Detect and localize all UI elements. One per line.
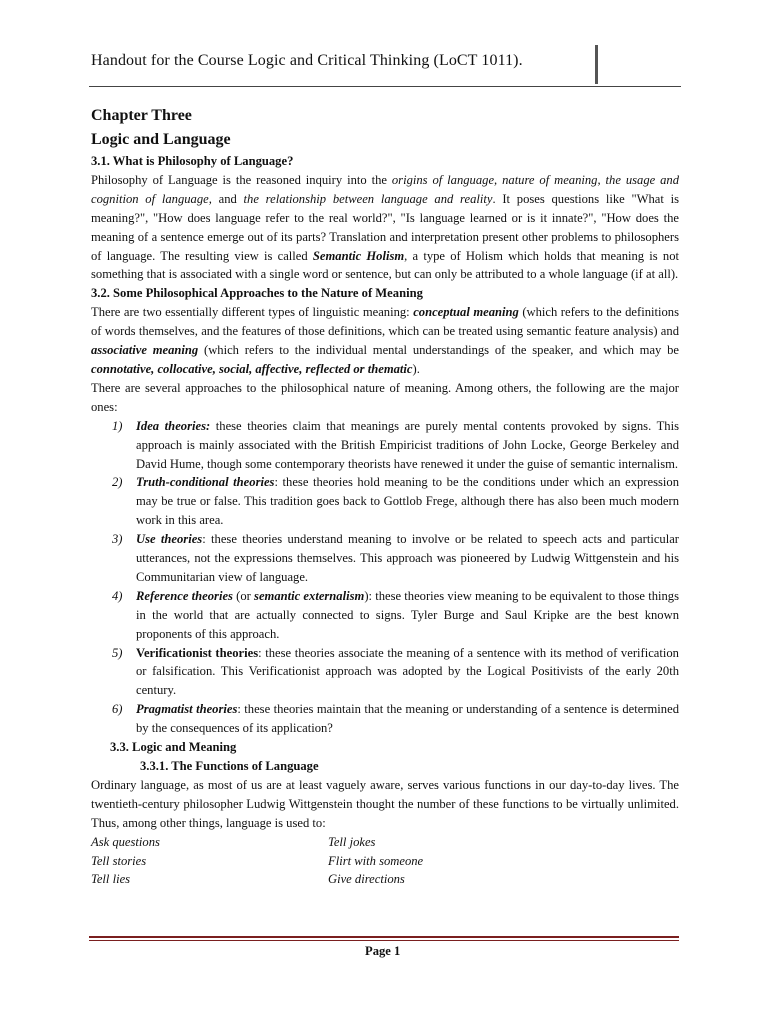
section-3-3-heading: 3.3. Logic and Meaning [110,740,237,755]
list-item: 6) Pragmatist theories: these theories maintain that the meaning or understanding of a sentence is determined by the consequences of its application? [112,702,679,736]
list-item: 1) Idea theories: these theories claim that meanings are purely mental contents provoked by signs. This approach is mainly associated with the British Empiricist traditions of John Locke, George Berkeley and David Hume, though some contemporary theorists have renewed it under the guise of semantic internalism. [112,418,679,471]
footer-rule [89,936,679,938]
list-item: 2) Truth-conditional theories: these theories hold meaning to be the conditions under which an expression may be true or false. This tradition goes back to Gottlob Frege, although there has also been much modern work in this area. [112,475,679,528]
chapter-number: Chapter Three [91,107,192,124]
language-uses-list [91,833,651,890]
footer-rule [89,940,679,941]
document-body [91,104,679,889]
list-item: Ask questions Tell jokes [91,834,376,849]
list-item: Tell lies Give directions [91,872,405,887]
section-3-1-paragraph: Philosophy of Language is the reasoned inquiry into the origins of language, nature of meaning, the usage and cognition of language, and the relationship between language and reality. It poses questions like "What is meaning?", "How does language refer to the real world?", "Is language learned or is it innate?", "How does the meaning of a sentence emerge out of its parts? Translation and interpretation present other problems to philosophers of language. The resulting view is called Semantic Holism, a type of Holism which holds that meaning is not something that is associated with a single word or sentence, but can only be attributed to a whole language (if at all). [91,172,680,282]
list-item: 3) Use theories: these theories understand meaning to involve or be related to speech acts and particular utterances, not the expressions themselves. This approach was pioneered by Ludwig Wittgenstein and his Communitarian view of language. [112,532,680,584]
header-title: Handout for the Course Logic and Critical Thinking (LoCT 1011). [91,52,523,69]
section-3-2-paragraph-2: There are several approaches to the philosophical nature of meaning. Among others, the following are the major ones: [91,380,679,414]
section-3-1-heading: 3.1. What is Philosophy of Language? [91,154,294,168]
list-item: Tell stories Flirt with someone [91,853,424,868]
page-number: Page 1 [365,944,401,958]
header-rule [89,86,681,87]
section-3-2-paragraph-1: There are two essentially different types of linguistic meaning: conceptual meaning (which refers to the definitions of words themselves, and the features of those definitions, which can be treated using semantic feature analysis) and associative meaning (which refers to the individual mental understandings of the speaker, and which may be connotative, collocative, social, affective, reflected or thematic). [91,305,680,376]
header-vertical-bar [595,45,598,84]
list-item: 5) Verificationist theories: these theories associate the meaning of a sentence with its method of verification or falsification. This Verificationist approach was adopted by the Logical Positivists of the early 20th century. [112,645,679,698]
section-3-3-1-heading: 3.3.1. The Functions of Language [140,759,319,773]
chapter-title: Logic and Language [91,131,231,148]
section-3-2-heading: 3.2. Some Philosophical Approaches to the Nature of Meaning [91,286,423,301]
approaches-list [91,417,679,738]
list-item: 4) Reference theories (or semantic externalism): these theories view meaning to be equivalent to those things in the world that are actually connected to signs. Tyler Burge and Saul Kripke are the best known proponents of this approach. [112,588,679,641]
section-3-3-1-paragraph: Ordinary language, as most of us are at least vaguely aware, serves various functions in our day-to-day lives. The twentieth-century philosopher Ludwig Wittgenstein thought the number of these functions to be virtually unlimited. Thus, among other things, language is used to: [91,777,679,830]
